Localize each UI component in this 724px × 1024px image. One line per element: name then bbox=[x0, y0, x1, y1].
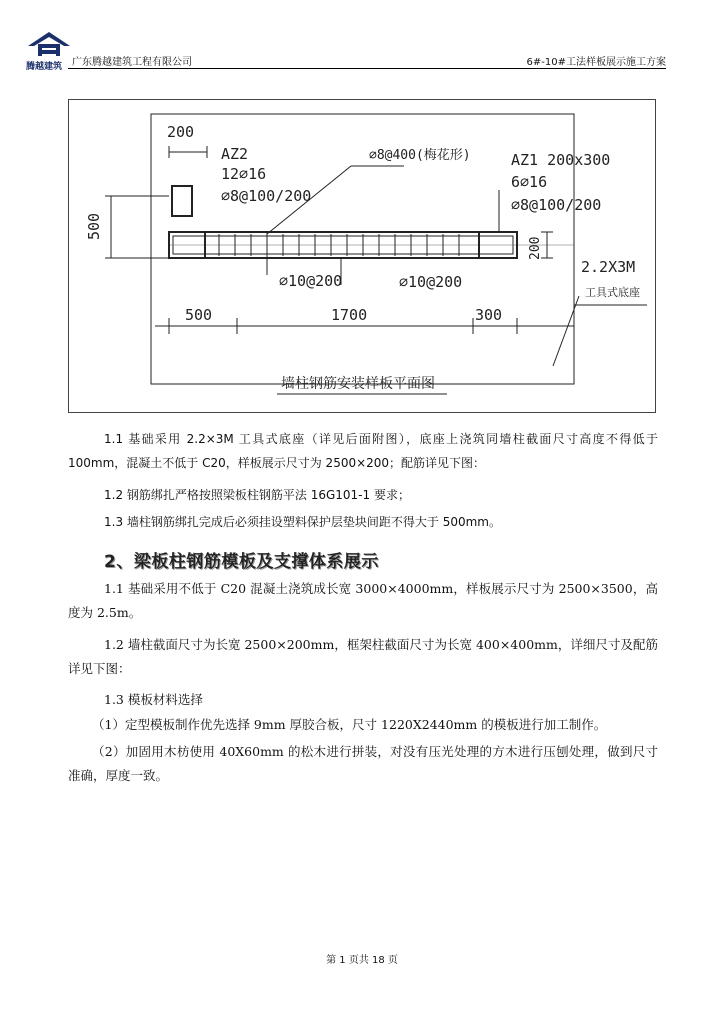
paragraph-1-3: 1.3 墙柱钢筋绑扎完成后必须挂设塑料保护层垫块间距不得大于 500mm。 bbox=[104, 515, 501, 529]
document-title: 6#-10#工法样板展示施工方案 bbox=[526, 57, 666, 68]
az1-label: AZ1 200x300 bbox=[511, 151, 611, 169]
header-divider bbox=[68, 68, 666, 69]
rebar-plan-figure bbox=[68, 99, 656, 413]
dim-200-top: 200 bbox=[167, 123, 195, 141]
rebar-plan-drawing bbox=[69, 100, 657, 414]
figure-caption: 墙柱钢筋安装样板平面图 bbox=[281, 376, 435, 392]
paragraph-2-2: 1.2 墙柱截面尺寸为长宽 2500×200mm，框架柱截面尺寸为长宽 400×400mm，详细尺寸及配筋详见下图： bbox=[68, 637, 658, 676]
base-size: 2.2X3M bbox=[581, 258, 636, 276]
az1-main-bars: 6⌀16 bbox=[511, 173, 548, 191]
dim-200-right: 200 bbox=[528, 236, 543, 260]
base-note: 工具式底座 bbox=[585, 286, 640, 299]
company-name: 广东腾越建筑工程有限公司 bbox=[72, 57, 192, 68]
az2-main-bars: 12⌀16 bbox=[221, 165, 267, 183]
paragraph-1-1: 1.1 基础采用 2.2×3M 工具式底座（详见后面附图），底座上浇筑同墙柱截面尺寸高度不得低于 100mm，混凝土不低于 C20，样板展示尺寸为 2500×200；配筋详见下图： bbox=[68, 432, 658, 470]
paragraph-2-1: 1.1 基础采用不低于 C20 混凝土浇筑成长宽 3000×4000mm，样板展示尺寸为 2500×3500，高度为 2.5m。 bbox=[68, 581, 658, 620]
wall-stirrup-left: ⌀10@200 bbox=[279, 272, 343, 290]
dim-300: 300 bbox=[475, 306, 503, 324]
az1-stirrup: ⌀8@100/200 bbox=[511, 196, 602, 214]
dimension-lines bbox=[105, 146, 647, 366]
tie-label: ⌀8@400(梅花形) bbox=[369, 148, 471, 163]
dim-500-bottom: 500 bbox=[185, 306, 213, 324]
dim-1700: 1700 bbox=[331, 306, 368, 324]
az2-label: AZ2 bbox=[221, 145, 249, 163]
page-number: 第 1 页共 18 页 bbox=[326, 955, 398, 966]
az2-stirrup: ⌀8@100/200 bbox=[221, 187, 312, 205]
wall-stirrup-right: ⌀10@200 bbox=[399, 273, 463, 291]
logo-text: 腾越建筑 bbox=[26, 62, 63, 72]
paragraph-2-3-2: （2）加固用木枋使用 40X60mm 的松木进行拼装，对没有压光处理的方木进行压刨处理，做到尺寸准确，厚度一致。 bbox=[68, 744, 658, 783]
page-header bbox=[0, 0, 724, 72]
section-heading: 2、梁板柱钢筋模板及支撑体系展示 bbox=[104, 552, 379, 572]
paragraph-2-3: 1.3 模板材料选择 bbox=[104, 692, 203, 707]
paragraph-2-3-1: （1）定型模板制作优先选择 9mm 厚胶合板，尺寸 1220X2440mm 的模板进行加工制作。 bbox=[92, 717, 607, 732]
paragraph-1-2: 1.2 钢筋绑扎严格按照梁板柱钢筋平法 16G101-1 要求； bbox=[104, 488, 410, 502]
dim-500-left: 500 bbox=[85, 212, 103, 240]
az2-section-small bbox=[172, 186, 192, 216]
